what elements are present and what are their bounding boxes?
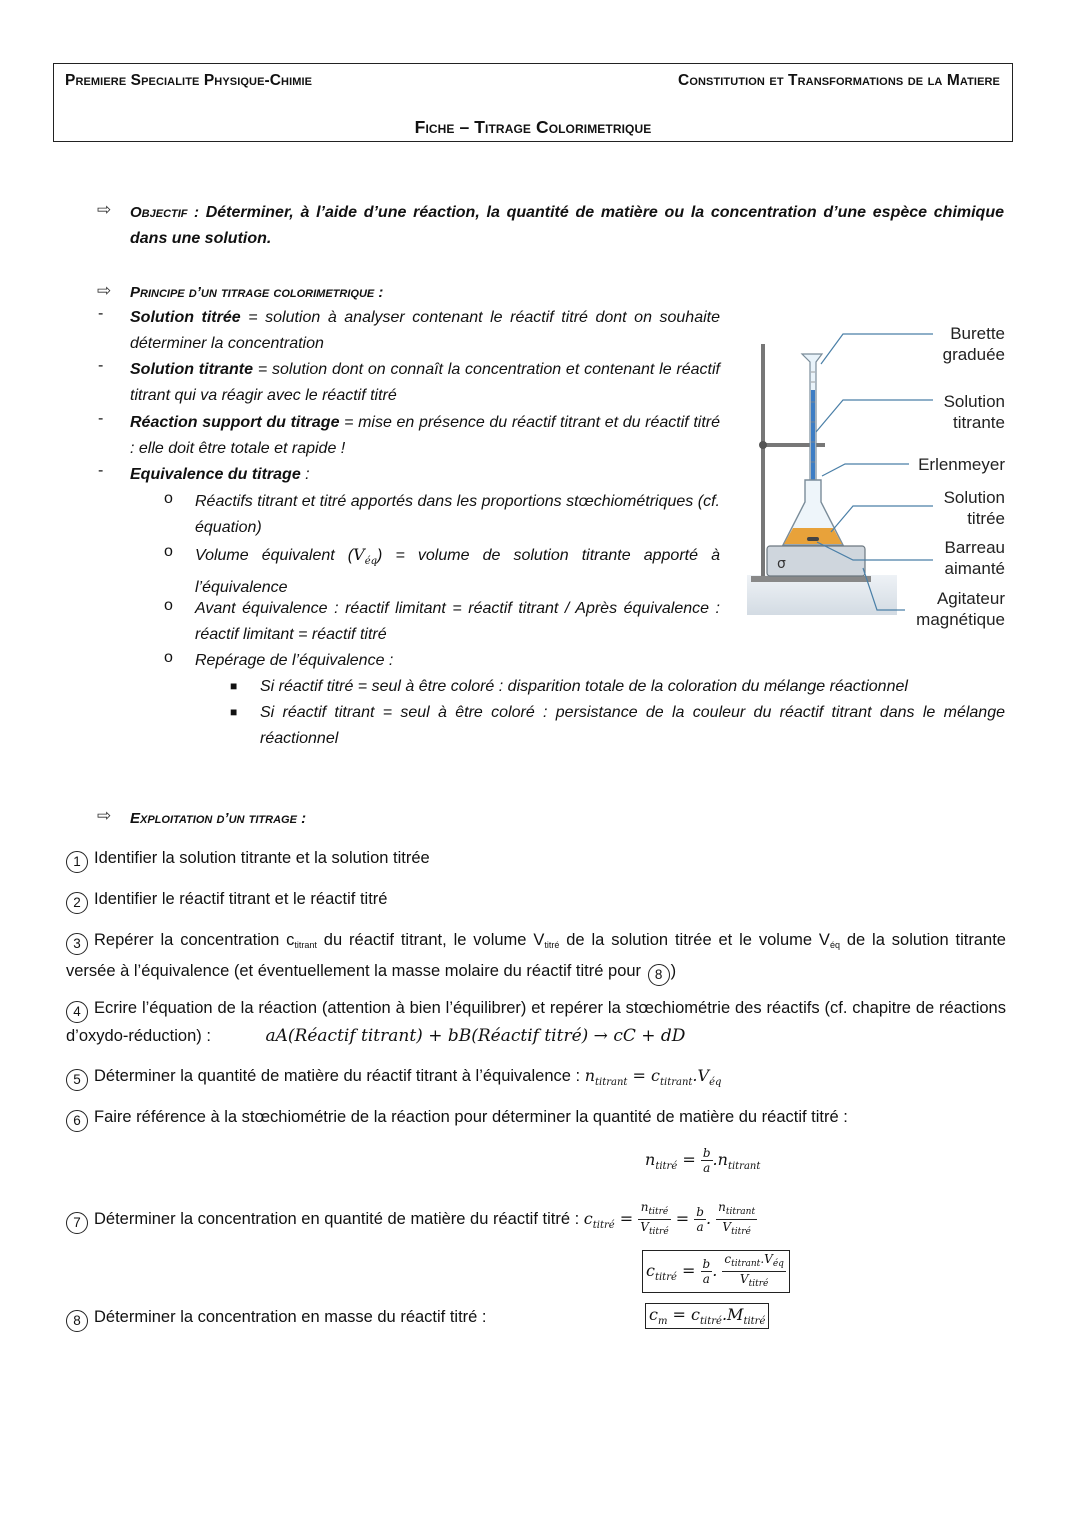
header-chapter: Constitution et Transformations de la Matiere (678, 72, 1000, 89)
step-3: 3 Repérer la concentration ctitrant du réactif titrant, le volume Vtitré de la solution titrée et le volume Véq de la solution titrante versée à l’équivalence (et éventuellement la masse molaire du réactif titré pour 8 ) (66, 927, 1006, 986)
boxed-formula-c-titre: $c_{titré}$ = $\frac{b}{a}$ . $\frac{c_{titrant}.V_{éq}}{V_{titré}}$ (642, 1250, 790, 1293)
step-1: 1 Identifier la solution titrante et la solution titrée (66, 845, 430, 873)
objectif-section (97, 200, 1004, 252)
titration-figure (745, 320, 1010, 629)
sub-item: Volume équivalent $(V_{éq})$ = volume de solution titrante apporté à l’équivalence (195, 545, 721, 596)
label-erlenmeyer: Erlenmeyer (918, 455, 1005, 474)
svg-text:σ: σ (777, 556, 786, 572)
step-8: 8 Déterminer la concentration en masse du réactif titré : (66, 1304, 487, 1332)
bullet-dash: - (98, 305, 104, 322)
step-6: 6 Faire référence à la stœchiométrie de la réaction pour déterminer la quantité de matière du réactif titré : (66, 1104, 848, 1132)
magnetic-bar (807, 537, 819, 541)
label-solution-titree: Solution titrée (943, 488, 1005, 528)
stand-rod (761, 344, 765, 579)
reaction-equation: aA(Réactif titrant) + bB(Réactif titré) → cC + dD (265, 1026, 686, 1046)
circled-number-icon: 8 (66, 1310, 88, 1332)
titrated-solution (784, 528, 842, 544)
exploitation-heading: Exploitation d’un titrage : (130, 810, 307, 827)
boxed-formula-cm: $c_m = c_{titré}.M_{titré}$ (645, 1303, 769, 1329)
bullet-dash: - (98, 410, 104, 427)
stand-base (751, 576, 871, 582)
arrow-right-icon: ⇨ (97, 806, 112, 825)
bullet-circle-icon: o (164, 597, 173, 614)
principe-heading: Principe d’un titrage colorimetrique : (130, 284, 384, 301)
label-barreau: Barreau aimanté (944, 538, 1005, 578)
step-5: 5 Déterminer la quantité de matière du réactif titrant à l’équivalence : $n_{titrant} = c_{titrant}.V_{éq}$ (66, 1063, 721, 1096)
step-7: 7 Déterminer la concentration en quantité de matière du réactif titré : $c_{titré}$ = $\frac{n_{titré}}{V_{titré}}$ = $\frac{b}{a}$ . $\frac{n_{titrant}}{V_{titré}}$ (66, 1200, 757, 1239)
step-4: 4 Ecrire l’équation de la réaction (attention à bien l’équilibrer) et repérer la stœchiométrie des réactifs (cf. chapitre de réactions d’oxydo-réduction) : aA(Réactif titrant) + bB(Réactif titré) → cC + dD (66, 999, 1006, 1046)
principe-item: Solution titrante = solution dont on connaît la concentration et contenant le réactif titrant qui va réagir avec le réactif titré (130, 361, 721, 404)
header-box (53, 63, 1013, 142)
label-agitateur: Agitateur magnétique (916, 589, 1005, 629)
circled-number-icon: 8 (648, 964, 670, 986)
sub-item: Réactifs titrant et titré apportés dans les proportions stœchiométriques (cf. équation) (195, 493, 720, 536)
bullet-dash: - (98, 357, 104, 374)
bullet-circle-icon: o (164, 490, 173, 507)
header-course: Premiere Specialite Physique-Chimie (65, 72, 313, 89)
circled-number-icon: 3 (66, 933, 88, 955)
arrow-right-icon: ⇨ (97, 200, 112, 219)
arrow-right-icon: ⇨ (97, 281, 112, 300)
formula-n-titrant: $n_{titrant} = c_{titrant}.V_{éq}$ (584, 1066, 722, 1088)
formula-c-titre: $c_{titré}$ = $\frac{n_{titré}}{V_{titré}}$ = $\frac{b}{a}$ . $\frac{n_{titrant}}{V_{titré}}$ (583, 1200, 756, 1237)
bullet-square-icon: ■ (230, 705, 238, 719)
circled-number-icon: 7 (66, 1212, 88, 1234)
sub-sub-item: Si réactif titré = seul à être coloré : disparition totale de la coloration du mélange réactionnel (260, 678, 908, 695)
principe-item: Solution titrée = solution à analyser contenant le réactif titré dont on souhaite déterminer la concentration (130, 309, 721, 352)
sub-sub-item: Si réactif titrant = seul à être coloré : persistance de la couleur du réactif titrant dans le mélange réactionnel (260, 704, 1005, 747)
circled-number-icon: 5 (66, 1069, 88, 1091)
formula-n-titre: $n_{titré}$ = $\frac{b}{a}$ $.n_{titrant}$ (645, 1146, 761, 1175)
sub-item: Avant équivalence : réactif limitant = réactif titrant / Après équivalence : réactif limitant = réactif titré (195, 600, 720, 643)
page-title: Fiche – Titrage Colorimetrique (414, 117, 652, 137)
step-2: 2 Identifier le réactif titrant et le réactif titré (66, 886, 387, 914)
objectif-text: Déterminer, à l’aide d’une réaction, la quantité de matière ou la concentration d’une espèce chimique dans une solution. (130, 204, 1004, 247)
circled-number-icon: 6 (66, 1110, 88, 1132)
bullet-dash: - (98, 462, 104, 479)
label-burette: Burette graduée (942, 324, 1005, 364)
circled-number-icon: 4 (66, 1001, 88, 1023)
bullet-square-icon: ■ (230, 679, 238, 693)
label-solution-titrante: Solution titrante (943, 392, 1005, 432)
objectif-label: Objectif : (130, 204, 199, 221)
bullet-circle-icon: o (164, 543, 173, 560)
bullet-circle-icon: o (164, 649, 173, 666)
principe-item: Réaction support du titrage = mise en présence du réactif titrant et du réactif titré : elle doit être totale et rapide ! (130, 414, 721, 457)
circled-number-icon: 1 (66, 851, 88, 873)
sub-item: Repérage de l’équivalence : (195, 652, 394, 669)
principe-item: Equivalence du titrage : (130, 466, 310, 483)
circled-number-icon: 2 (66, 892, 88, 914)
